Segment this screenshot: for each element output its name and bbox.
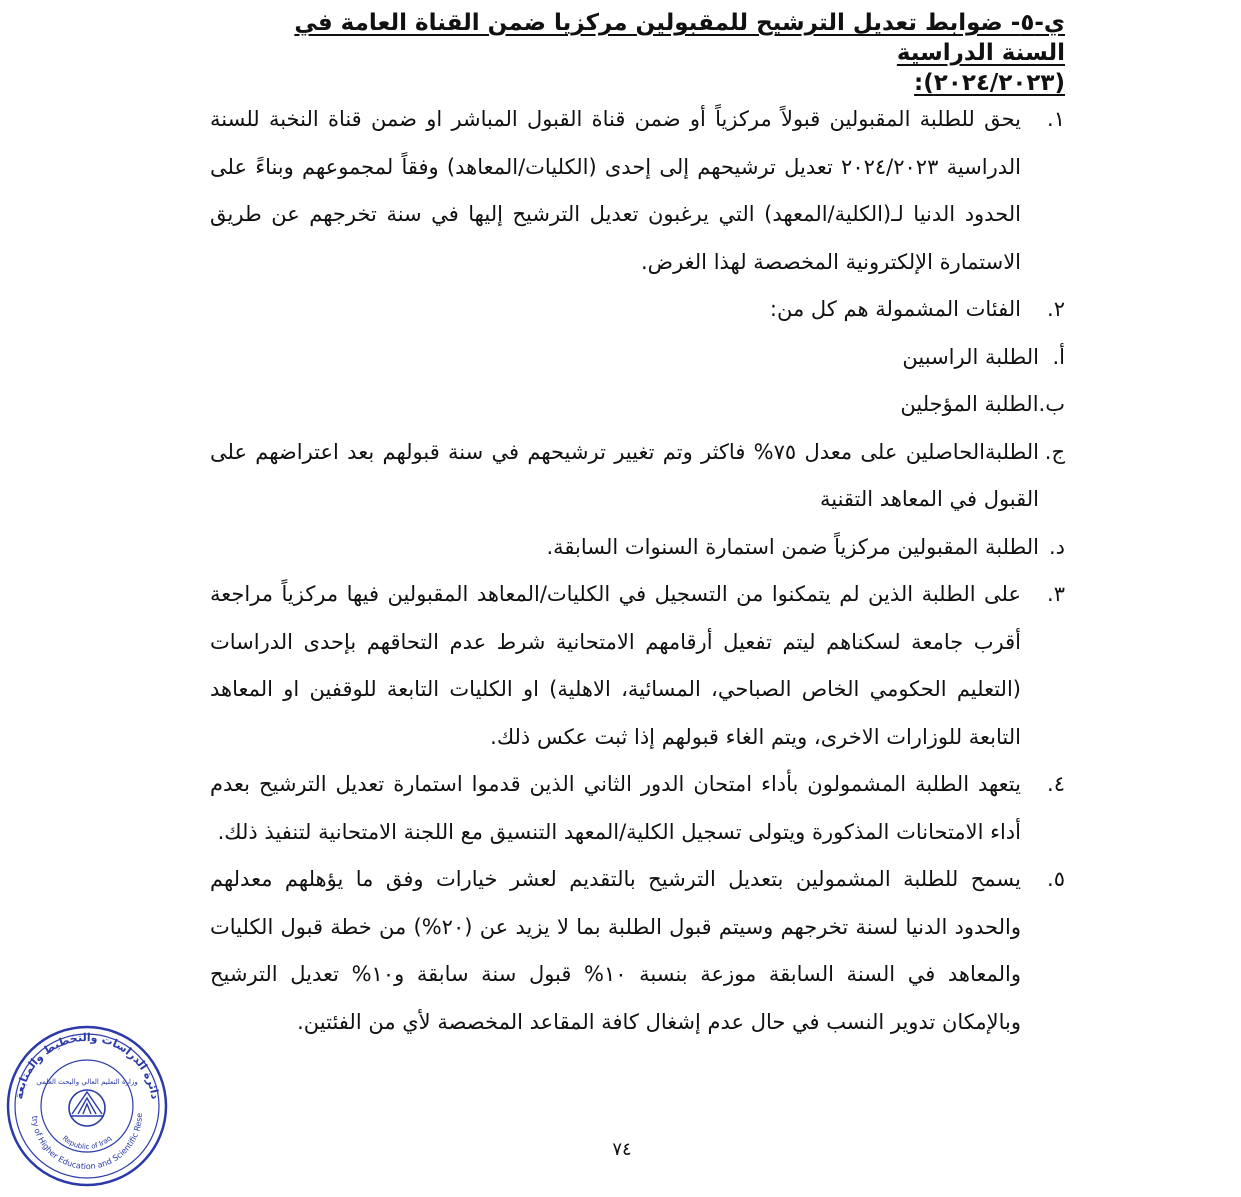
sub-item-a xyxy=(210,334,1065,382)
stamp-ring-text-arabic: دائرة الدراسات والتخطيط والمتابعة xyxy=(12,1030,162,1101)
list-item-5 xyxy=(210,856,1065,1046)
item-number: ٥. xyxy=(1047,867,1065,891)
sub-item-d xyxy=(210,524,1065,572)
item-number: ٤. xyxy=(1047,772,1065,796)
sub-item-letter: أ. xyxy=(1052,344,1065,369)
stamp-outer-ring xyxy=(8,1027,166,1185)
item-number: ٣. xyxy=(1047,582,1065,606)
list-item-1 xyxy=(210,96,1065,286)
stamp-inner-text-arabic: وزارة التعليم العالي والبحث العلمي xyxy=(36,1078,138,1086)
item-text: يحق للطلبة المقبولين قبولاً مركزياً أو ضمن قناة القبول المباشر او ضمن قناة النخبة للسنة الدراسية ٢٠٢٤/٢٠٢٣ تعديل ترشيحهم إلى إحدى (الكليات/المعاهد) وفقاً لمجموعهم وبناءً على الحدود الدنيا لـ(الكلية/المعهد) التي يرغبون تعديل الترشيح إليها في سنة تخرجهم عن طريق الاستمارة الإلكترونية المخصصة لهذا الغرض. xyxy=(210,107,1021,274)
official-stamp xyxy=(4,1018,170,1188)
emblem-circle xyxy=(69,1090,105,1126)
page-number: ٧٤ xyxy=(612,1139,632,1160)
sub-item-c xyxy=(210,429,1065,524)
item-text: يسمح للطلبة المشمولين بتعديل الترشيح بالتقديم لعشر خيارات وفق ما يؤهلهم معدلهم والحدود الدنيا لسنة تخرجهم وسيتم قبول الطلبة بما لا يزيد عن (٢٠%) من خطة قبول الكليات والمعاهد في السنة السابقة موزعة بنسبة ١٠% قبول سنة سابقة و١٠% تعديل الترشيح وبالإمكان تدوير النسب في حال عدم إشغال كافة المقاعد المخصصة لأي من الفئتين. xyxy=(210,867,1021,1034)
sub-item-letter: د. xyxy=(1048,534,1065,559)
item-text: يتعهد الطلبة المشمولون بأداء امتحان الدور الثاني الذين قدموا استمارة تعديل الترشيح بعدم أداء الامتحانات المذكورة ويتولى تسجيل الكلية/المعهد التنسيق مع اللجنة الامتحانية لتنفيذ ذلك. xyxy=(210,772,1021,844)
stamp-inner-text-english: Republic of Iraq xyxy=(60,1134,114,1152)
sub-item-text: الطلبة الراسبين xyxy=(902,344,1039,369)
item-text: على الطلبة الذين لم يتمكنوا من التسجيل في الكليات/المعاهد المقبولين فيها مركزياً مراجعة أقرب جامعة لسكناهم ليتم تفعيل أرقامهم الامتحانية شرط عدم التحاقهم بإحدى الدراسات (التعليم الحكومي الخاص الصباحي، المسائية، الاهلية) او الكليات التابعة للوقفين او المعاهد التابعة للوزارات الاخرى، ويتم الغاء قبولهم إذا ثبت عكس ذلك. xyxy=(210,582,1021,749)
regulations-list xyxy=(210,96,1065,1046)
stamp-rings xyxy=(8,1027,166,1185)
item-number: ١. xyxy=(1047,107,1065,131)
sub-item-text: الطلبة المقبولين مركزياً ضمن استمارة السنوات السابقة. xyxy=(546,534,1039,559)
stamp-inner-ring xyxy=(41,1060,133,1152)
sub-item-text: الطلبةالحاصلين على معدل ٧٥% فاكثر وتم تغيير ترشيحهم في سنة قبولهم بعد اعتراضهم على القبول في المعاهد التقنية xyxy=(210,439,1039,511)
section-heading xyxy=(265,8,1065,98)
sub-item-b xyxy=(210,381,1065,429)
section-heading-line-2: (٢٠٢٤/٢٠٢٣): xyxy=(914,70,1065,96)
stamp-emblem xyxy=(69,1090,105,1126)
item-number: ٢. xyxy=(1047,297,1065,321)
sub-item-letter: ب. xyxy=(1038,392,1065,416)
section-heading-line-1: ي-٥- ضوابط تعديل الترشيح للمقبولين مركزيا ضمن القناة العامة في السنة الدراسية xyxy=(294,10,1065,66)
stamp-ring-text-english: try of Higher Education and Scientific Rese xyxy=(30,1112,145,1172)
sub-item-text: الطلبة المؤجلين xyxy=(900,392,1039,416)
list-item-4 xyxy=(210,761,1065,856)
stamp-graphic xyxy=(4,1018,170,1188)
list-item-3 xyxy=(210,571,1065,761)
list-item-2 xyxy=(210,286,1065,334)
sub-item-letter: ج. xyxy=(1044,439,1065,464)
item-text: الفئات المشمولة هم كل من: xyxy=(769,297,1021,321)
emblem-rays xyxy=(72,1092,102,1114)
